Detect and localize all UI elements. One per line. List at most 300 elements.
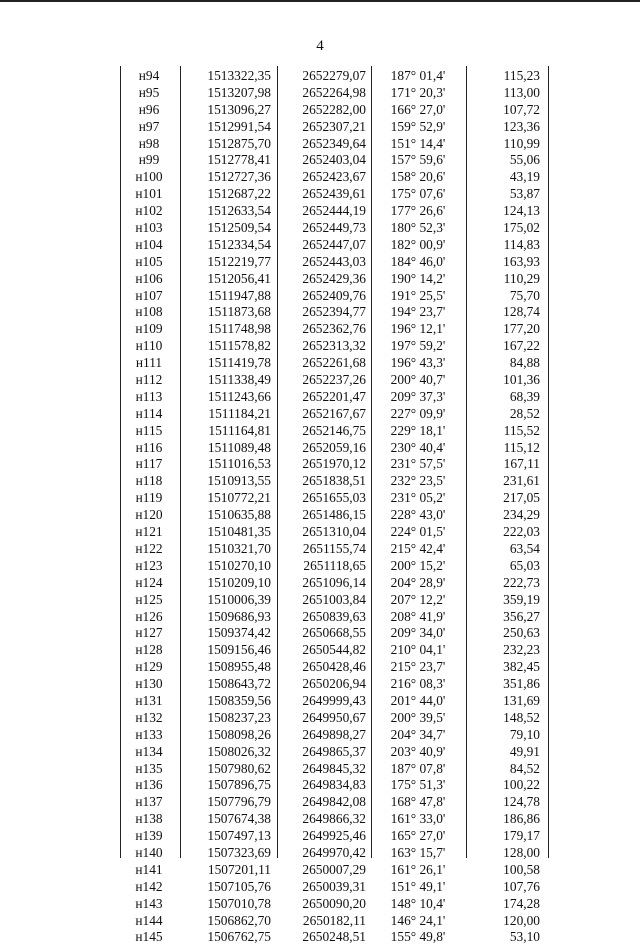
- y-coordinate: 2649865,37: [302, 743, 366, 759]
- point-id: н109: [135, 321, 163, 337]
- distance: 53,10: [509, 929, 540, 945]
- direction-angle: 200° 40,7': [390, 372, 446, 388]
- point-id: н98: [138, 135, 160, 151]
- direction-angle: 200° 15,2': [390, 557, 446, 573]
- table-row: [0, 271, 640, 288]
- y-coordinate: 2652403,04: [302, 152, 366, 168]
- distance: 174,28: [503, 895, 540, 911]
- direction-angle: 180° 52,3': [390, 220, 446, 236]
- direction-angle: 204° 28,9': [390, 574, 446, 590]
- point-id: н95: [138, 84, 160, 100]
- table-row: [0, 625, 640, 642]
- table-row: [0, 777, 640, 794]
- table-row: [0, 575, 640, 592]
- direction-angle: 158° 20,6': [390, 169, 446, 185]
- point-id: н94: [138, 68, 160, 83]
- x-coordinate: 1507980,62: [207, 760, 271, 776]
- point-id: н145: [135, 929, 163, 945]
- direction-angle: 157° 59,6': [390, 152, 446, 168]
- point-id: н130: [135, 676, 163, 692]
- table-row: [0, 423, 640, 440]
- table-row: [0, 879, 640, 896]
- distance: 167,22: [503, 338, 540, 354]
- distance: 163,93: [503, 253, 540, 269]
- direction-angle: 224° 01,5': [390, 524, 446, 540]
- point-id: н125: [135, 591, 163, 607]
- distance: 110,29: [503, 270, 540, 286]
- direction-angle: 231° 57,5': [390, 456, 446, 472]
- y-coordinate: 2651096,14: [302, 574, 366, 590]
- y-coordinate: 2652279,07: [302, 68, 366, 83]
- x-coordinate: 1506762,75: [207, 929, 271, 945]
- y-coordinate: 2652439,61: [302, 186, 366, 202]
- direction-angle: 148° 10,4': [390, 895, 446, 911]
- point-id: н112: [135, 372, 163, 388]
- x-coordinate: 1506862,70: [207, 912, 271, 928]
- point-id: н121: [135, 524, 163, 540]
- direction-angle: 196° 12,1': [390, 321, 446, 337]
- coordinates-table: [0, 68, 640, 946]
- distance: 222,03: [503, 524, 540, 540]
- direction-angle: 163° 15,7': [390, 844, 446, 860]
- x-coordinate: 1509686,93: [207, 608, 271, 624]
- table-row: [0, 558, 640, 575]
- direction-angle: 146° 24,1': [390, 912, 446, 928]
- table-row: [0, 862, 640, 879]
- direction-angle: 159° 52,9': [390, 118, 446, 134]
- point-id: н117: [135, 456, 163, 472]
- x-coordinate: 1509156,46: [207, 642, 271, 658]
- distance: 124,13: [503, 203, 540, 219]
- x-coordinate: 1512219,77: [207, 253, 271, 269]
- table-row: [0, 338, 640, 355]
- x-coordinate: 1508643,72: [207, 676, 271, 692]
- table-row: [0, 541, 640, 558]
- direction-angle: 208° 41,9': [390, 608, 446, 624]
- direction-angle: 200° 39,5': [390, 709, 446, 725]
- direction-angle: 196° 43,3': [390, 355, 446, 371]
- y-coordinate: 2650007,29: [302, 861, 366, 877]
- distance: 43,19: [509, 169, 540, 185]
- table-row: [0, 490, 640, 507]
- point-id: н133: [135, 726, 163, 742]
- direction-angle: 175° 07,6': [390, 186, 446, 202]
- distance: 148,52: [503, 709, 540, 725]
- y-coordinate: 2650039,31: [302, 878, 366, 894]
- table-row: [0, 710, 640, 727]
- y-coordinate: 2651003,84: [302, 591, 366, 607]
- distance: 250,63: [503, 625, 540, 641]
- point-id: н110: [135, 338, 163, 354]
- point-id: н107: [135, 287, 163, 303]
- table-row: [0, 659, 640, 676]
- distance: 115,23: [503, 68, 540, 83]
- distance: 101,36: [503, 372, 540, 388]
- direction-angle: 151° 49,1': [390, 878, 446, 894]
- y-coordinate: 2652146,75: [302, 422, 366, 438]
- direction-angle: 194° 23,7': [390, 304, 446, 320]
- x-coordinate: 1508955,48: [207, 659, 271, 675]
- x-coordinate: 1513322,35: [207, 68, 271, 83]
- distance: 356,27: [503, 608, 540, 624]
- table-row: [0, 254, 640, 271]
- y-coordinate: 2649834,83: [302, 777, 366, 793]
- table-row: [0, 913, 640, 930]
- x-coordinate: 1509374,42: [207, 625, 271, 641]
- point-id: н118: [135, 473, 163, 489]
- x-coordinate: 1510209,10: [207, 574, 271, 590]
- direction-angle: 175° 51,3': [390, 777, 446, 793]
- y-coordinate: 2651155,74: [302, 540, 366, 556]
- point-id: н140: [135, 844, 163, 860]
- direction-angle: 230° 40,4': [390, 439, 446, 455]
- point-id: н126: [135, 608, 163, 624]
- distance: 359,19: [503, 591, 540, 607]
- y-coordinate: 2652429,36: [302, 270, 366, 286]
- table-row: [0, 372, 640, 389]
- distance: 84,88: [509, 355, 540, 371]
- direction-angle: 207° 12,2': [390, 591, 446, 607]
- table-row: [0, 761, 640, 778]
- x-coordinate: 1511748,98: [207, 321, 271, 337]
- direction-angle: 187° 07,8': [390, 760, 446, 776]
- point-id: н97: [138, 118, 160, 134]
- distance: 234,29: [503, 507, 540, 523]
- table-row: [0, 136, 640, 153]
- table-row: [0, 794, 640, 811]
- distance: 63,54: [509, 540, 540, 556]
- y-coordinate: 2649842,08: [302, 794, 366, 810]
- distance: 382,45: [503, 659, 540, 675]
- point-id: н141: [135, 861, 163, 877]
- y-coordinate: 2651310,04: [302, 524, 366, 540]
- y-coordinate: 2652261,68: [302, 355, 366, 371]
- distance: 123,36: [503, 118, 540, 134]
- direction-angle: 197° 59,2': [390, 338, 446, 354]
- direction-angle: 187° 01,4': [390, 68, 446, 83]
- distance: 231,61: [503, 473, 540, 489]
- table-row: [0, 68, 640, 85]
- x-coordinate: 1508026,32: [207, 743, 271, 759]
- x-coordinate: 1510270,10: [207, 557, 271, 573]
- x-coordinate: 1510772,21: [207, 490, 271, 506]
- direction-angle: 231° 05,2': [390, 490, 446, 506]
- table-row: [0, 727, 640, 744]
- x-coordinate: 1511016,53: [207, 456, 271, 472]
- table-row: [0, 321, 640, 338]
- point-id: н134: [135, 743, 163, 759]
- y-coordinate: 2650544,82: [302, 642, 366, 658]
- x-coordinate: 1510913,55: [207, 473, 271, 489]
- distance: 100,22: [503, 777, 540, 793]
- x-coordinate: 1512056,41: [207, 270, 271, 286]
- point-id: н105: [135, 253, 163, 269]
- point-id: н114: [135, 405, 163, 421]
- table-row: [0, 507, 640, 524]
- y-coordinate: 2652447,07: [302, 236, 366, 252]
- distance: 53,87: [509, 186, 540, 202]
- point-id: н143: [135, 895, 163, 911]
- distance: 68,39: [509, 388, 540, 404]
- y-coordinate: 2650428,46: [302, 659, 366, 675]
- distance: 124,78: [503, 794, 540, 810]
- y-coordinate: 2651118,65: [303, 557, 366, 573]
- y-coordinate: 2651655,03: [302, 490, 366, 506]
- x-coordinate: 1511184,21: [208, 405, 271, 421]
- point-id: н124: [135, 574, 163, 590]
- x-coordinate: 1507497,13: [207, 828, 271, 844]
- y-coordinate: 2652394,77: [302, 304, 366, 320]
- direction-angle: 171° 20,3': [390, 84, 446, 100]
- point-id: н106: [135, 270, 163, 286]
- table-row: [0, 203, 640, 220]
- table-row: [0, 186, 640, 203]
- x-coordinate: 1511578,82: [207, 338, 271, 354]
- table-row: [0, 929, 640, 946]
- distance: 179,17: [503, 828, 540, 844]
- direction-angle: 229° 18,1': [390, 422, 446, 438]
- distance: 120,00: [503, 912, 540, 928]
- direction-angle: 155° 49,8': [390, 929, 446, 945]
- direction-angle: 209° 37,3': [390, 388, 446, 404]
- x-coordinate: 1511089,48: [207, 439, 271, 455]
- point-id: н131: [135, 692, 163, 708]
- distance: 131,69: [503, 692, 540, 708]
- distance: 232,23: [503, 642, 540, 658]
- direction-angle: 161° 33,0': [390, 811, 446, 827]
- point-id: н108: [135, 304, 163, 320]
- distance: 100,58: [503, 861, 540, 877]
- point-id: н104: [135, 236, 163, 252]
- point-id: н96: [138, 101, 160, 117]
- x-coordinate: 1511873,68: [207, 304, 271, 320]
- page-number: 4: [316, 38, 324, 54]
- point-id: н136: [135, 777, 163, 793]
- x-coordinate: 1512727,36: [207, 169, 271, 185]
- x-coordinate: 1511947,88: [207, 287, 271, 303]
- table-row: [0, 389, 640, 406]
- point-id: н137: [135, 794, 163, 810]
- distance: 177,20: [503, 321, 540, 337]
- table-row: [0, 693, 640, 710]
- table-row: [0, 811, 640, 828]
- y-coordinate: 2649925,46: [302, 828, 366, 844]
- distance: 351,86: [503, 676, 540, 692]
- distance: 107,72: [503, 101, 540, 117]
- point-id: н113: [135, 388, 163, 404]
- distance: 175,02: [503, 220, 540, 236]
- x-coordinate: 1513207,98: [207, 84, 271, 100]
- y-coordinate: 2652443,03: [302, 253, 366, 269]
- y-coordinate: 2652313,32: [302, 338, 366, 354]
- point-id: н139: [135, 828, 163, 844]
- y-coordinate: 2652409,76: [302, 287, 366, 303]
- x-coordinate: 1507796,79: [207, 794, 271, 810]
- top-border-line: [0, 0, 640, 2]
- distance: 115,52: [503, 422, 540, 438]
- point-id: н123: [135, 557, 163, 573]
- direction-angle: 165° 27,0': [390, 828, 446, 844]
- direction-angle: 203° 40,9': [390, 743, 446, 759]
- x-coordinate: 1512633,54: [207, 203, 271, 219]
- direction-angle: 215° 23,7': [390, 659, 446, 675]
- table-row: [0, 355, 640, 372]
- y-coordinate: 2652201,47: [302, 388, 366, 404]
- y-coordinate: 2651838,51: [302, 473, 366, 489]
- point-id: н101: [135, 186, 163, 202]
- distance: 167,11: [503, 456, 540, 472]
- x-coordinate: 1510006,39: [207, 591, 271, 607]
- point-id: н138: [135, 811, 163, 827]
- y-coordinate: 2652307,21: [302, 118, 366, 134]
- y-coordinate: 2652362,76: [302, 321, 366, 337]
- direction-angle: 204° 34,7': [390, 726, 446, 742]
- table-row: [0, 592, 640, 609]
- direction-angle: 168° 47,8': [390, 794, 446, 810]
- x-coordinate: 1512875,70: [207, 135, 271, 151]
- point-id: н116: [135, 439, 163, 455]
- table-row: [0, 845, 640, 862]
- y-coordinate: 2649898,27: [302, 726, 366, 742]
- distance: 115,12: [503, 439, 540, 455]
- point-id: н128: [135, 642, 163, 658]
- x-coordinate: 1507674,38: [207, 811, 271, 827]
- direction-angle: 210° 04,1': [390, 642, 446, 658]
- y-coordinate: 2652349,64: [302, 135, 366, 151]
- point-id: н99: [138, 152, 160, 168]
- direction-angle: 191° 25,5': [390, 287, 446, 303]
- y-coordinate: 2649950,67: [302, 709, 366, 725]
- direction-angle: 166° 27,0': [390, 101, 446, 117]
- y-coordinate: 2650839,63: [302, 608, 366, 624]
- table-row: [0, 440, 640, 457]
- x-coordinate: 1511338,49: [207, 372, 271, 388]
- point-id: н115: [135, 422, 163, 438]
- point-id: н119: [135, 490, 163, 506]
- x-coordinate: 1508237,23: [207, 709, 271, 725]
- distance: 84,52: [509, 760, 540, 776]
- distance: 110,99: [503, 135, 540, 151]
- distance: 107,76: [503, 878, 540, 894]
- x-coordinate: 1507896,75: [207, 777, 271, 793]
- point-id: н129: [135, 659, 163, 675]
- direction-angle: 201° 44,0': [390, 692, 446, 708]
- distance: 217,05: [503, 490, 540, 506]
- point-id: н127: [135, 625, 163, 641]
- distance: 65,03: [509, 557, 540, 573]
- point-id: н120: [135, 507, 163, 523]
- table-row: [0, 169, 640, 186]
- point-id: н102: [135, 203, 163, 219]
- table-row: [0, 609, 640, 626]
- x-coordinate: 1510321,70: [207, 540, 271, 556]
- y-coordinate: 2652059,16: [302, 439, 366, 455]
- x-coordinate: 1513096,27: [207, 101, 271, 117]
- table-row: [0, 119, 640, 136]
- y-coordinate: 2649970,42: [302, 844, 366, 860]
- y-coordinate: 2652449,73: [302, 220, 366, 236]
- x-coordinate: 1508359,56: [207, 692, 271, 708]
- y-coordinate: 2652237,26: [302, 372, 366, 388]
- distance: 186,86: [503, 811, 540, 827]
- distance: 113,00: [503, 84, 540, 100]
- distance: 222,73: [503, 574, 540, 590]
- direction-angle: 227° 09,9': [390, 405, 446, 421]
- point-id: н142: [135, 878, 163, 894]
- y-coordinate: 2649845,32: [302, 760, 366, 776]
- distance: 49,91: [509, 743, 540, 759]
- y-coordinate: 2650668,55: [302, 625, 366, 641]
- point-id: н144: [135, 912, 163, 928]
- table-row: [0, 456, 640, 473]
- table-row: [0, 828, 640, 845]
- point-id: н132: [135, 709, 163, 725]
- direction-angle: 182° 00,9': [390, 236, 446, 252]
- direction-angle: 215° 42,4': [390, 540, 446, 556]
- y-coordinate: 2652167,67: [302, 405, 366, 421]
- point-id: н111: [135, 355, 163, 371]
- distance: 55,06: [509, 152, 540, 168]
- y-coordinate: 2649999,43: [302, 692, 366, 708]
- point-id: н103: [135, 220, 163, 236]
- table-row: [0, 102, 640, 119]
- distance: 128,00: [503, 844, 540, 860]
- table-row: [0, 220, 640, 237]
- point-id: н135: [135, 760, 163, 776]
- direction-angle: 232° 23,5': [390, 473, 446, 489]
- y-coordinate: 2652423,67: [302, 169, 366, 185]
- x-coordinate: 1511164,81: [208, 422, 271, 438]
- x-coordinate: 1512778,41: [207, 152, 271, 168]
- direction-angle: 190° 14,2': [390, 270, 446, 286]
- x-coordinate: 1508098,26: [207, 726, 271, 742]
- y-coordinate: 2650090,20: [302, 895, 366, 911]
- x-coordinate: 1510481,35: [207, 524, 271, 540]
- point-id: н122: [135, 540, 163, 556]
- table-row: [0, 896, 640, 913]
- table-row: [0, 304, 640, 321]
- x-coordinate: 1507105,76: [207, 878, 271, 894]
- direction-angle: 161° 26,1': [390, 861, 446, 877]
- y-coordinate: 2650206,94: [302, 676, 366, 692]
- table-row: [0, 642, 640, 659]
- point-id: н100: [135, 169, 163, 185]
- direction-angle: 184° 46,0': [390, 253, 446, 269]
- direction-angle: 216° 08,3': [390, 676, 446, 692]
- x-coordinate: 1511419,78: [207, 355, 271, 371]
- x-coordinate: 1510635,88: [207, 507, 271, 523]
- y-coordinate: 2652282,00: [302, 101, 366, 117]
- table-row: [0, 676, 640, 693]
- x-coordinate: 1507201,11: [207, 861, 271, 877]
- direction-angle: 228° 43,0': [390, 507, 446, 523]
- x-coordinate: 1512509,54: [207, 220, 271, 236]
- table-row: [0, 524, 640, 541]
- distance: 114,83: [503, 236, 540, 252]
- table-row: [0, 744, 640, 761]
- table-row: [0, 237, 640, 254]
- distance: 128,74: [503, 304, 540, 320]
- x-coordinate: 1511243,66: [207, 388, 271, 404]
- table-row: [0, 85, 640, 102]
- x-coordinate: 1512991,54: [207, 118, 271, 134]
- y-coordinate: 2652264,98: [302, 84, 366, 100]
- x-coordinate: 1507323,69: [207, 844, 271, 860]
- distance: 28,52: [509, 405, 540, 421]
- table-row: [0, 406, 640, 423]
- direction-angle: 209° 34,0': [390, 625, 446, 641]
- direction-angle: 151° 14,4': [390, 135, 446, 151]
